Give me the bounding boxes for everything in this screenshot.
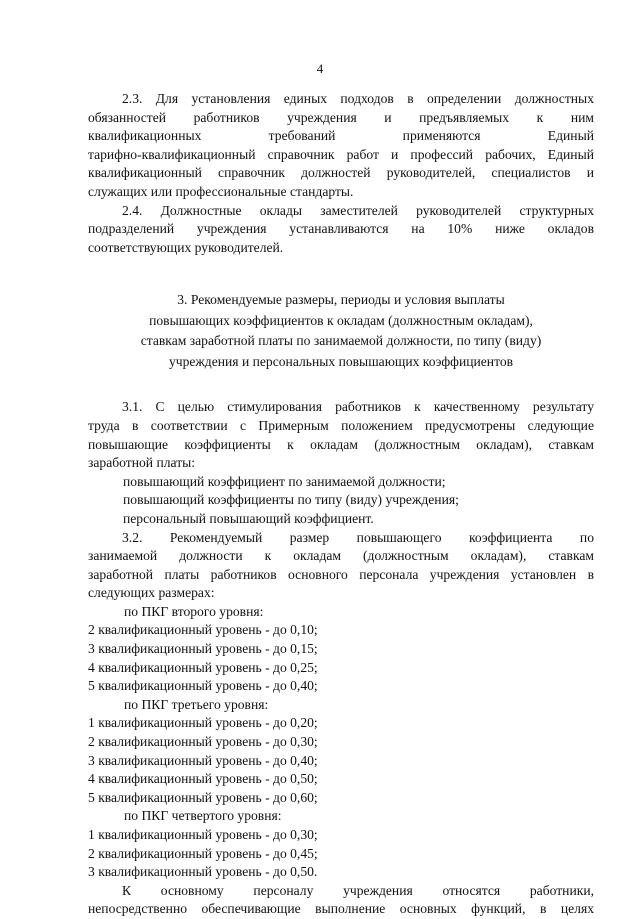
paragraph-2-4 [88, 202, 594, 258]
list-item: повышающий коэффициенты по типу (виду) учреждения; [123, 492, 459, 508]
paragraph-2-3 [88, 90, 594, 202]
heading-line: 3. Рекомендуемые размеры, периоды и условия выплаты [177, 292, 505, 308]
list-item: 3 квалификационный уровень - до 0,15; [88, 641, 318, 657]
text-line: тарифно-квалификационный справочник работ и профессий рабочих, Единый [88, 146, 594, 162]
list-item: 1 квалификационный уровень - до 0,20; [88, 715, 318, 731]
paragraph-continuation [88, 882, 594, 919]
text-line: квалификационный справочник должностей руководителей, специалистов и [88, 165, 594, 181]
pkg-group-title: по ПКГ третьего уровня: [124, 696, 269, 712]
list-item: 3 квалификационный уровень - до 0,50. [88, 864, 318, 880]
heading-line: учреждения и персональных повышающих коэффициентов [168, 353, 514, 369]
text-line: 3.1. С целью стимулирования работников к качественному результату [122, 399, 594, 415]
list-item: повышающий коэффициент по занимаемой должности; [123, 473, 446, 489]
text-line: повышающие коэффициенты к окладам (должностным окладам), ставкам [88, 436, 594, 452]
list-item: 2 квалификационный уровень - до 0,10; [88, 622, 318, 638]
list-item: 2 квалификационный уровень - до 0,30; [88, 734, 318, 750]
text-line: подразделений учреждения устанавливаются на 10% ниже окладов [88, 221, 594, 237]
paragraph-3-2 [88, 529, 594, 882]
heading-line: повышающих коэффициентов к окладам (должностным окладам), [149, 312, 533, 328]
text-line: труда в соответствии с Примерным положением предусмотрены следующие [88, 417, 594, 433]
text-line: 2.3. Для установления единых подходов в определении должностных [122, 91, 594, 106]
document-body [88, 90, 594, 919]
paragraph-3-1 [88, 398, 594, 528]
list-item: 4 квалификационный уровень - до 0,25; [88, 659, 318, 675]
list-item: 4 квалификационный уровень - до 0,50; [88, 771, 318, 787]
list-item: 5 квалификационный уровень - до 0,40; [88, 678, 318, 694]
text-line: К основному персоналу учреждения относятся работники, [122, 882, 594, 898]
text-line: обязанностей работников учреждения и предъявляемых к ним [88, 109, 594, 125]
pkg-group-title: по ПКГ второго уровня: [124, 603, 264, 619]
list-item: персональный повышающий коэффициент. [123, 510, 374, 526]
text-line: непосредственно обеспечивающие выполнение основных функций, в целях [88, 901, 594, 917]
text-line: служащих или профессиональные стандарты. [88, 183, 354, 199]
list-item: 5 квалификационный уровень - до 0,60; [88, 789, 318, 805]
text-line: заработной платы работников основного персонала учреждения установлен в [88, 566, 594, 582]
list-item: 1 квалификационный уровень - до 0,30; [88, 827, 318, 842]
page-number: 4 [316, 61, 324, 76]
text-line: заработной платы: [88, 455, 196, 471]
text-line: занимаемой должности к окладам (должностным окладам), ставкам [88, 548, 594, 564]
text-line: следующих размерах: [88, 585, 215, 601]
text-line: соответствующих руководителей. [88, 239, 284, 255]
list-item: 3 квалификационный уровень - до 0,40; [88, 752, 318, 768]
heading-line: ставкам заработной платы по занимаемой должности, по типу (виду) [140, 333, 542, 349]
text-line: 2.4. Должностные оклады заместителей руководителей структурных [122, 202, 594, 218]
text-line: квалификационных требований применяются Единый [88, 128, 594, 144]
pkg-group-title: по ПКГ четвертого уровня: [124, 808, 282, 824]
text-line: 3.2. Рекомендуемый размер повышающего коэффициента по [122, 529, 594, 545]
list-item: 2 квалификационный уровень - до 0,45; [88, 845, 318, 861]
section-3-heading [88, 290, 594, 372]
